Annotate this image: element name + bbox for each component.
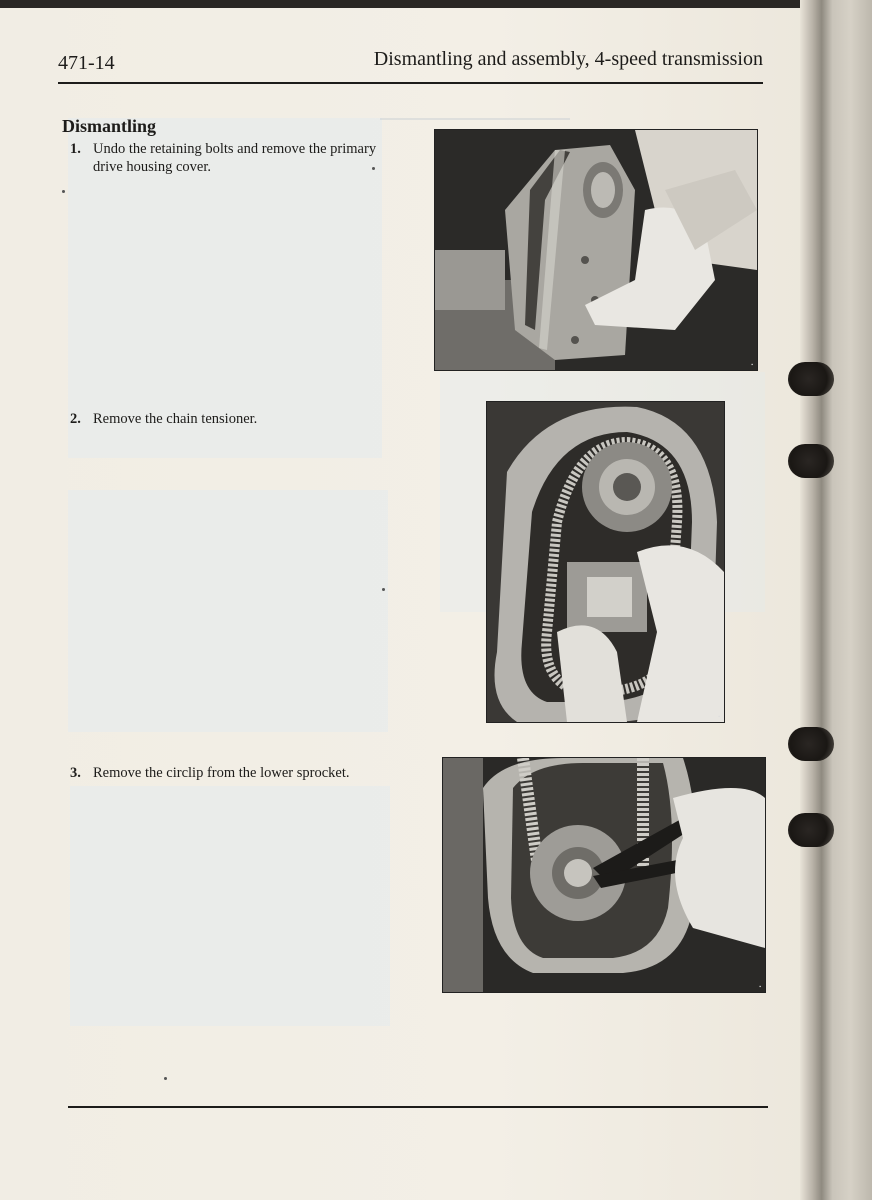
- binding-gutter: [800, 0, 872, 1200]
- photo-circlip-image: [443, 758, 765, 992]
- show-through-panel-2: [68, 490, 388, 732]
- step-number: 1.: [70, 141, 81, 157]
- step-text-line-1: Undo the retaining bolts and remove the primary: [93, 141, 377, 157]
- photo-circlip: [443, 758, 765, 992]
- binder-hole: [788, 727, 834, 761]
- running-head: [58, 46, 763, 84]
- page-number: 471-14: [58, 52, 115, 74]
- step-1: [70, 140, 410, 180]
- page-title: Dismantling and assembly, 4-speed transmission: [373, 48, 763, 70]
- photo-code: ▪: [718, 714, 720, 720]
- scan-speck: [164, 1077, 167, 1080]
- step-2: [70, 410, 410, 430]
- photo-chain-tensioner: [487, 402, 724, 722]
- photo-housing-cover: [435, 130, 757, 370]
- section-title: Dismantling: [62, 116, 157, 136]
- binder-hole: [788, 362, 834, 396]
- footer-rule: [68, 1106, 768, 1108]
- scan-speck: [372, 167, 375, 170]
- scan-speck: [62, 190, 65, 193]
- binder-hole: [788, 444, 834, 478]
- scan-top-edge: [0, 0, 872, 8]
- photo-code: ▪: [759, 984, 761, 990]
- photo-code: ▪: [751, 362, 753, 368]
- show-through-line: [380, 118, 570, 120]
- photo-chain-tensioner-image: [487, 402, 724, 722]
- show-through-panel-3: [70, 786, 390, 1026]
- scan-speck: [382, 588, 385, 591]
- step-number: 3.: [70, 765, 81, 781]
- binder-hole: [788, 813, 834, 847]
- step-text-line-1: Remove the chain tensioner.: [93, 411, 258, 427]
- photo-housing-cover-image: [435, 130, 757, 370]
- step-3: [70, 764, 410, 784]
- step-text-line-1: Remove the circlip from the lower sprocket.: [93, 765, 350, 781]
- step-number: 2.: [70, 411, 81, 427]
- step-text-line-2: drive housing cover.: [93, 159, 211, 175]
